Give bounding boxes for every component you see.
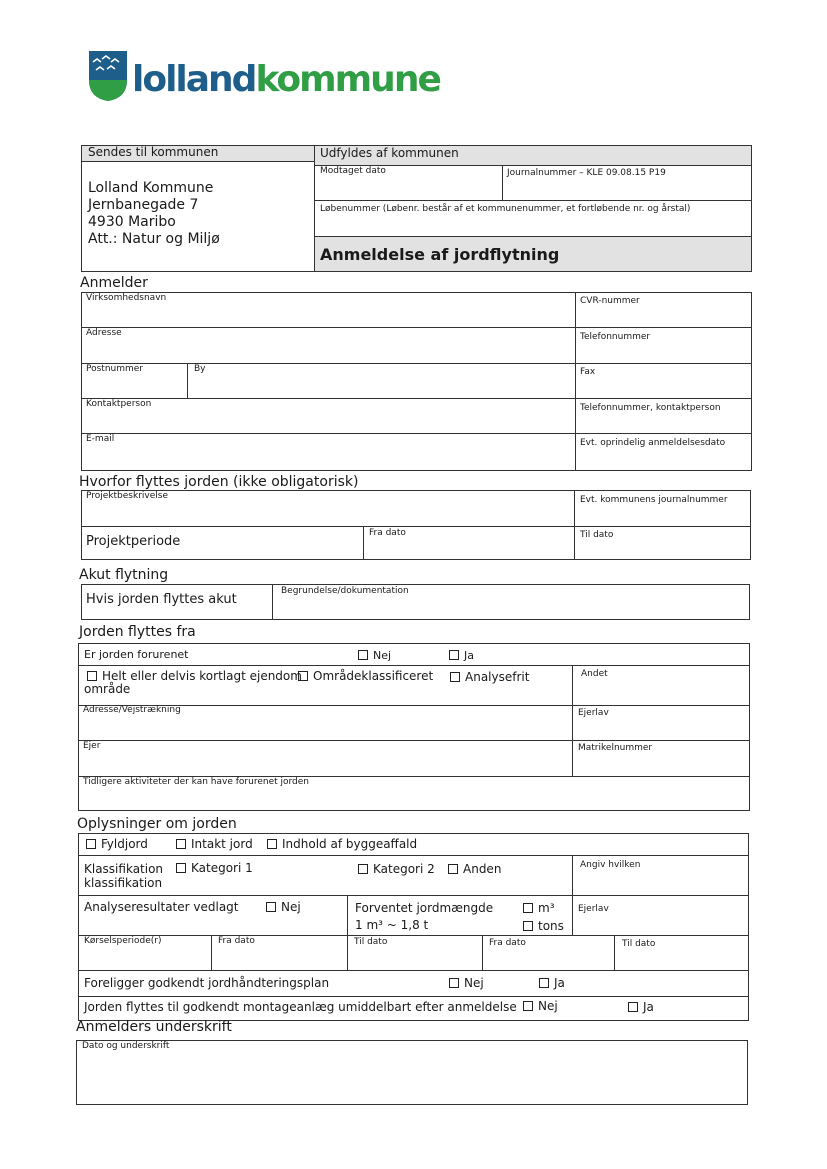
plan-ja-checkbox[interactable] [539, 977, 565, 990]
intakt-jord-checkbox[interactable] [176, 838, 253, 851]
checkbox-icon [176, 839, 186, 849]
fyldjord-label: Fyldjord [101, 837, 148, 851]
kortlagt-label: Helt eller delvis kortlagt ejendom [102, 669, 302, 683]
section-fra-title: Jorden flyttes fra [79, 624, 196, 640]
lobenummer-field[interactable]: Løbenummer (Løbenr. består af et kommunenummer, et fortløbende nr. og årstal) [320, 204, 691, 214]
checkbox-icon [266, 902, 276, 912]
checkbox-icon [86, 839, 96, 849]
analyse-nej-label: Nej [281, 900, 301, 914]
telefon-field[interactable]: Telefonnummer [580, 332, 651, 342]
sendes-label: Sendes til kommunen [88, 145, 219, 159]
montage-ja-checkbox[interactable] [628, 1001, 654, 1014]
analyse-nej-checkbox[interactable] [266, 901, 301, 914]
byggeaffald-label: Indhold af byggeaffald [282, 837, 418, 851]
form-title: Anmeldelse af jordflytning [320, 245, 560, 264]
montage-ja-label: Ja [643, 1000, 654, 1014]
omrade-label: område [84, 682, 131, 696]
begrundelse-field[interactable]: Begrundelse/dokumentation [281, 586, 409, 596]
address-line: Jernbanegade 7 [88, 197, 199, 213]
logo-part2: kommune [255, 59, 440, 100]
recipient-address [88, 180, 220, 248]
projektperiode-label: Projektperiode [86, 534, 181, 549]
udfyldes-label: Udfyldes af kommunen [320, 146, 459, 160]
korsel-til-dato-field[interactable]: Til dato [354, 937, 388, 947]
dato-underskrift-label: Dato og underskrift [82, 1041, 170, 1051]
checkbox-icon [449, 650, 459, 660]
klassifikation-line1: Klassifikation [84, 862, 164, 876]
akut-label: Hvis jorden flyttes akut [86, 592, 237, 607]
m3-checkbox[interactable] [523, 902, 555, 915]
section-akut-title: Akut flytning [79, 567, 169, 583]
kategori1-label: Kategori 1 [191, 861, 253, 875]
checkbox-icon [176, 863, 186, 873]
virksomhedsnavn-field[interactable]: Virksomhedsnavn [86, 293, 167, 303]
forurenet-nej-label: Nej [373, 649, 392, 662]
omradeklassificeret-label: Områdeklassificeret [313, 669, 434, 683]
korsel-til-dato2-field[interactable]: Til dato [622, 939, 656, 949]
logo [88, 50, 440, 106]
checkbox-icon [298, 671, 308, 681]
postnummer-field[interactable]: Postnummer [86, 364, 144, 374]
logo-part1: lolland [132, 59, 256, 100]
kategori2-checkbox[interactable] [358, 863, 435, 876]
section-oplysninger-title: Oplysninger om jorden [77, 816, 237, 832]
analysefrit-label: Analysefrit [465, 670, 530, 684]
cvr-field[interactable]: CVR-nummer [580, 296, 640, 306]
forurenet-label: Er jorden forurenet [84, 648, 189, 661]
modtaget-dato-field[interactable]: Modtaget dato [320, 166, 386, 176]
projektbeskrivelse-field[interactable]: Projektbeskrivelse [86, 491, 168, 501]
korsel-fra-dato-field[interactable]: Fra dato [218, 936, 255, 946]
plan-nej-checkbox[interactable] [449, 977, 484, 990]
journalnummer-label: Journalnummer – KLE 09.08.15 P19 [507, 168, 666, 178]
section-hvorfor-title: Hvorfor flyttes jorden (ikke obligatorisk) [79, 474, 359, 490]
underskrift-field[interactable] [76, 1040, 748, 1105]
section-underskrift-title: Anmelders underskrift [76, 1019, 232, 1035]
oprindelig-dato-field[interactable]: Evt. oprindelig anmeldelsesdato [580, 438, 726, 448]
tons-label: tons [538, 919, 564, 933]
kategori2-label: Kategori 2 [373, 862, 435, 876]
anden-label: Anden [463, 862, 502, 876]
omradeklassificeret-checkbox[interactable] [298, 670, 433, 683]
checkbox-icon [358, 650, 368, 660]
fra-adresse-field[interactable]: Adresse/Vejstrækning [83, 705, 181, 715]
tidligere-aktiviteter-field[interactable]: Tidligere aktiviteter der kan have forurenet jorden [83, 777, 310, 787]
plan-ja-label: Ja [554, 976, 565, 990]
checkbox-icon [523, 903, 533, 913]
kontaktperson-field[interactable]: Kontaktperson [86, 399, 152, 409]
checkbox-icon [539, 978, 549, 988]
montage-nej-label: Nej [538, 999, 558, 1013]
checkbox-icon [448, 864, 458, 874]
andet-field[interactable]: Andet [581, 669, 608, 679]
projekt-til-dato-field[interactable]: Til dato [580, 530, 614, 540]
intakt-jord-label: Intakt jord [191, 837, 253, 851]
ejer-field[interactable]: Ejer [83, 741, 101, 751]
byggeaffald-checkbox[interactable] [267, 838, 417, 851]
checkbox-icon [267, 839, 277, 849]
fax-field[interactable]: Fax [580, 367, 596, 377]
checkbox-icon [449, 978, 459, 988]
omregning-label: 1 m³ ~ 1,8 t [355, 918, 429, 932]
matrikelnummer-field[interactable]: Matrikelnummer [578, 743, 653, 753]
m3-label: m³ [538, 901, 555, 915]
korselsperiode-label: Kørselsperiode(r) [84, 936, 162, 946]
telefon-kontakt-field[interactable]: Telefonnummer, kontaktperson [580, 403, 721, 413]
klassifikation-line2: klassifikation [84, 876, 163, 890]
fyldjord-checkbox[interactable] [86, 838, 148, 851]
montage-nej-checkbox[interactable] [523, 1000, 558, 1013]
plan-nej-label: Nej [464, 976, 484, 990]
forurenet-nej-checkbox[interactable] [358, 649, 391, 662]
email-field[interactable]: E-mail [86, 434, 115, 444]
section-anmelder-title: Anmelder [80, 275, 148, 291]
checkbox-icon [87, 671, 97, 681]
klassifikation-label [84, 862, 163, 890]
korsel-fra-dato2-field[interactable]: Fra dato [489, 938, 526, 948]
checkbox-icon [358, 864, 368, 874]
forventet-jordmaengde-label: Forventet jordmængde [355, 901, 494, 915]
address-line: Att.: Natur og Miljø [88, 231, 220, 247]
jordhandteringsplan-label: Foreligger godkendt jordhåndteringsplan [84, 976, 330, 990]
logo-wordmark [132, 60, 440, 100]
montageanlaeg-label: Jorden flyttes til godkendt montageanlæg umiddelbart efter anmeldelse [84, 1000, 517, 1014]
oplys-ejerlav-field[interactable]: Ejerlav [578, 904, 609, 914]
angiv-hvilken-field[interactable]: Angiv hvilken [580, 860, 641, 870]
checkbox-icon [628, 1002, 638, 1012]
kommune-journalnummer-field[interactable]: Evt. kommunens journalnummer [580, 495, 728, 505]
by-field[interactable]: By [194, 364, 206, 374]
analysefrit-checkbox[interactable] [450, 671, 529, 684]
checkbox-icon [523, 1001, 533, 1011]
checkbox-icon [450, 672, 460, 682]
fra-ejerlav-field[interactable]: Ejerlav [578, 708, 609, 718]
tons-checkbox[interactable] [523, 920, 564, 933]
adresse-field[interactable]: Adresse [86, 328, 122, 338]
forurenet-ja-label: Ja [464, 649, 474, 662]
projekt-fra-dato-field[interactable]: Fra dato [369, 528, 406, 538]
anden-checkbox[interactable] [448, 863, 501, 876]
address-line: Lolland Kommune [88, 180, 214, 196]
analyseresultater-label: Analyseresultater vedlagt [84, 900, 239, 914]
kategori1-checkbox[interactable] [176, 862, 253, 875]
checkbox-icon [523, 921, 533, 931]
coat-of-arms-icon [88, 50, 128, 102]
forurenet-ja-checkbox[interactable] [449, 649, 474, 662]
address-line: 4930 Maribo [88, 214, 176, 230]
